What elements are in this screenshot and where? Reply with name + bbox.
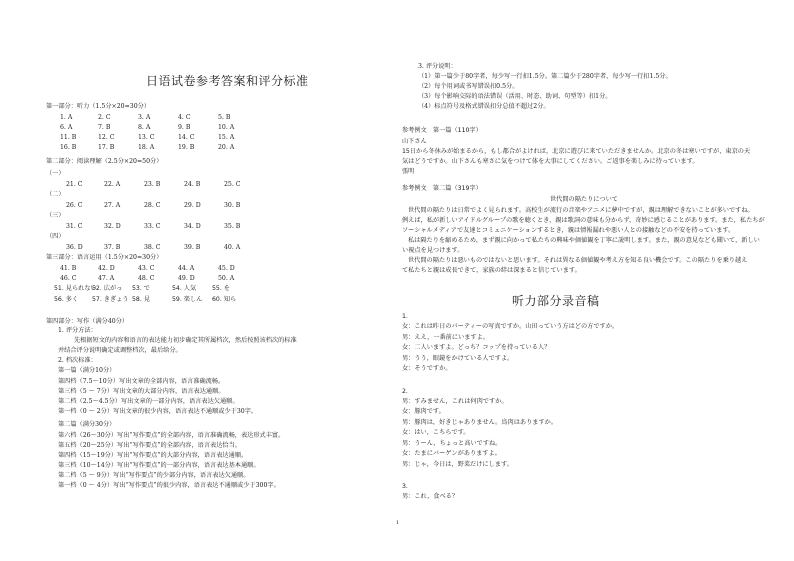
answer-item: 1. A [60, 114, 73, 121]
scoring-method-title: 1. 评分方法： [58, 327, 97, 334]
answer-item: 27. A [104, 202, 121, 209]
scoring-note: （2）每个用词或书写错误扣0.5分。 [418, 83, 519, 90]
grading-level: 第一档（0 ～ 2分）写出文章的很少内容，语言表达不通顺或少于30字。 [58, 408, 258, 415]
dialog-line: 男：うーん，ちょっと高いですね。 [402, 439, 502, 447]
answer-item: 53. で [132, 285, 150, 292]
scoring-method-text-2: 并结合评分说明确定或调整档次，最后给分。 [58, 347, 182, 354]
sample2-title: 世代間の隔たりについて [550, 196, 618, 203]
answer-item: 17. B [98, 144, 115, 151]
answer-item: 45. D [218, 265, 235, 272]
grading-level: 第五档（20～25分）写出“写作要点”的全部内容，语言表达恰当。 [58, 442, 241, 449]
dialog-number: 3. [402, 483, 408, 490]
grading-title: 2. 档次标准： [58, 357, 97, 364]
answer-item: 31. C [66, 223, 83, 230]
sample-line: ソーシャルメディアで友達とコミュニケーションするとき，親は情報漏れや悪い人との接触などの不安を持っています。 [402, 227, 735, 234]
answer-item: 40. A [224, 244, 241, 251]
answer-item: 39. B [184, 244, 201, 251]
answer-item: 3. A [138, 114, 151, 121]
sample2-heading: 参考例文 第二篇（319字） [402, 185, 482, 192]
answer-item: 49. D [178, 275, 195, 282]
dialog-number: 2. [402, 387, 408, 395]
answer-item: 6. A [60, 124, 73, 131]
answer-item: 33. C [144, 223, 161, 230]
sample-line: 気はどうですか。山下さんも寒さに気をつけて体を大事にしてください。ご返事を楽しみに待っています。 [402, 158, 699, 165]
section-label: （二） [46, 191, 65, 198]
answer-item: 19. B [178, 144, 195, 151]
answer-item: 4. C [178, 114, 191, 121]
answer-item: 28. C [144, 202, 161, 209]
grading-level: 第三档（5 ～ 7分）写出文章的大部分内容，语言表达通顺。 [58, 388, 225, 395]
answer-item: 16. B [60, 144, 77, 151]
answer-item: 8. A [138, 124, 151, 131]
dialog-line: 男：すみません，これは何肉ですか。 [402, 397, 508, 405]
section-label: （三） [46, 212, 65, 219]
dialog-line: 男：これ，食べる？ [402, 493, 459, 500]
grading-level: 第一档（0 ～ 4分）写出“写作要点”的很少内容，语言表达不通顺或少于300字。 [58, 482, 280, 489]
answer-item: 14. C [178, 134, 195, 141]
dialog-line: 女：はい，こちらです。 [402, 429, 470, 436]
answer-item: 51. 見られない [54, 285, 97, 292]
grading-level: 第二档（5 ～ 9分）写出“写作要点”的少部分内容，语言表达欠通顺。 [58, 472, 250, 479]
answer-item: 13. C [138, 134, 155, 141]
grading-level: 第四档（7.5～10分）写出文章的全部内容，语言准确流畅。 [58, 378, 225, 385]
answer-item: 22. A [104, 181, 121, 188]
answer-item: 36. D [66, 244, 83, 251]
answer-item: 5. B [218, 114, 231, 121]
scoring-method-text-1: 先根据短文的内容和语言的表达能力初步确定其所属档次，然后按照该档次的标准 [74, 337, 297, 344]
answer-item: 2. C [98, 114, 111, 121]
answer-item: 26. C [66, 202, 83, 209]
answer-item: 18. A [138, 144, 155, 151]
answer-item: 35. B [224, 223, 241, 230]
scoring-note: （3）每个影响交际的语法错误（活用、时态、助词、句型等）扣1分。 [418, 93, 612, 100]
answer-item: 24. B [184, 181, 201, 188]
section-label: （四） [46, 233, 65, 240]
scoring-note: （4）标点符号及格式错误扣分总值不超过2分。 [418, 103, 550, 110]
section-label: （一） [46, 170, 65, 177]
part3-heading: 第三部分：语言运用（1.5分×20=30分） [46, 254, 163, 261]
dialog-line: 男：うう，眼鏡をかけている人ですよ。 [402, 354, 514, 362]
answer-item: 47. A [98, 275, 115, 282]
answer-item: 7. B [98, 124, 111, 131]
part4-heading: 第四部分：写作（满分40分） [46, 318, 129, 325]
answer-item: 12. C [98, 134, 115, 141]
sample-line: 15日から冬休みが始まるから，もし都合がよければ，北京に遊びに来ていただきませんか。北京の冬は寒いですが，東京の天 [402, 148, 751, 155]
grading-level: 第三档（10～14分）写出“写作要点”的一部分内容，语言表达基本通顺。 [58, 462, 260, 469]
part2-heading: 第二部分：阅读理解（2.5分×20=50分） [46, 158, 163, 165]
essay2-heading: 第二篇（满分30分） [58, 421, 116, 428]
dialog-number: 1. [402, 313, 408, 320]
dialog-line: 女：たまにバーゲンがありますよ。 [402, 450, 501, 457]
answer-item: 59. 楽しん [172, 296, 203, 303]
answer-item: 9. B [178, 124, 191, 131]
notes-title: 3. 评分说明： [418, 63, 457, 70]
answer-item: 57. きぎょう [92, 296, 129, 303]
dialog-line: 男：じゃ，今日は，野菜だけにします。 [402, 460, 513, 468]
sample-line: 例えば，私が新しいアイドルグループの歌を聴くとき，親は歌詞の意味も分からず，奇妙に感じることがあります。また，私たちが [402, 217, 765, 224]
answer-item: 32. D [104, 223, 121, 230]
answer-item: 56. 多く [54, 296, 79, 303]
listening-title: 听力部分录音稿 [512, 294, 600, 308]
dialog-line: 女：豚肉です。 [402, 408, 445, 415]
page-number: 1 [396, 520, 400, 526]
answer-item: 37. B [104, 244, 121, 251]
sample-line: 張明 [402, 168, 415, 175]
answer-item: 48. C [138, 275, 155, 282]
answer-item: 15. A [218, 134, 235, 141]
answer-item: 58. 見 [132, 296, 150, 303]
sample-line: 私は隔たりを縮めるため，まず親に向かって私たちの興味や価値観を丁寧に説明します。また，親の意見なども聞いて，新しい [408, 237, 760, 244]
answer-item: 25. C [224, 181, 241, 188]
answer-item: 54. 人気 [172, 285, 197, 292]
answer-item: 55. を [212, 285, 230, 292]
answer-item: 52. 広がっ [92, 285, 123, 292]
answer-item: 21. C [66, 181, 83, 188]
sample-line: 世代間の隔たりは日常でよく見られます。高校生が流行の音楽やアニメに夢中ですが，親は理解できないことが多いですね。 [408, 207, 754, 214]
answer-item: 10. A [218, 124, 235, 131]
dialog-line: 女：二人いますよ。どっち？コップを持っている人？ [402, 344, 551, 351]
part1-heading: 第一部分：听力（1.5分×20=30分） [46, 103, 151, 110]
dialog-line: 男：豚肉は，好きじゃありません。鳥肉はありますか。 [402, 418, 558, 426]
answer-item: 38. C [144, 244, 161, 251]
sample1-heading: 参考例文 第一篇（110字） [402, 127, 482, 134]
dialog-line: 女：これは昨日のパーティーの写真ですか。山田っていう方はどの方ですか。 [402, 323, 619, 330]
sample-line: 山下さん [402, 138, 427, 145]
page-title: 日语试卷参考答案和评分标准 [146, 74, 309, 88]
grading-level: 第二档（2.5～4.5分）写出文章的一部分内容，语言表达欠通顺。 [58, 398, 239, 405]
grading-level: 第四档（15～19分）写出“写作要点”的大部分内容，语言表达通顺。 [58, 452, 248, 459]
answer-item: 44. A [178, 265, 195, 272]
answer-item: 20. A [218, 144, 235, 151]
answer-item: 11. B [60, 134, 77, 141]
sample-line: て私たちと親は成長できて，家族の絆は深まると信じています。 [402, 267, 581, 274]
sample-line: い視点を見つけます。 [402, 247, 464, 254]
answer-item: 30. B [224, 202, 241, 209]
answer-item: 50. A [218, 275, 235, 282]
answer-item: 34. D [184, 223, 201, 230]
answer-item: 41. B [60, 265, 77, 272]
dialog-line: 女：そうですか。 [402, 365, 452, 372]
sample-line: 世代間の隔たりは悪いものではないと思います。それは異なる価値観や考え方を知る良い機会です。この隔たりを乗り越え [408, 257, 748, 264]
answer-item: 23. B [144, 181, 161, 188]
answer-item: 60. 知ら [212, 296, 237, 303]
answer-item: 46. C [60, 275, 77, 282]
answer-item: 42. D [98, 265, 115, 272]
dialog-line: 男：ええ，一番前にいますよ。 [402, 333, 489, 341]
essay1-heading: 第一篇（满分10分） [58, 367, 116, 374]
grading-level: 第六档（26～30分）写出“写作要点”的全部内容，语言准确流畅，表达形式丰富。 [58, 432, 285, 439]
answer-item: 29. D [184, 202, 201, 209]
answer-item: 43. C [138, 265, 155, 272]
scoring-note: （1）第一篇少于80字者，每少写一行扣1.5分。第二篇少于280字者，每少写一行扣1.5分。 [418, 73, 672, 80]
